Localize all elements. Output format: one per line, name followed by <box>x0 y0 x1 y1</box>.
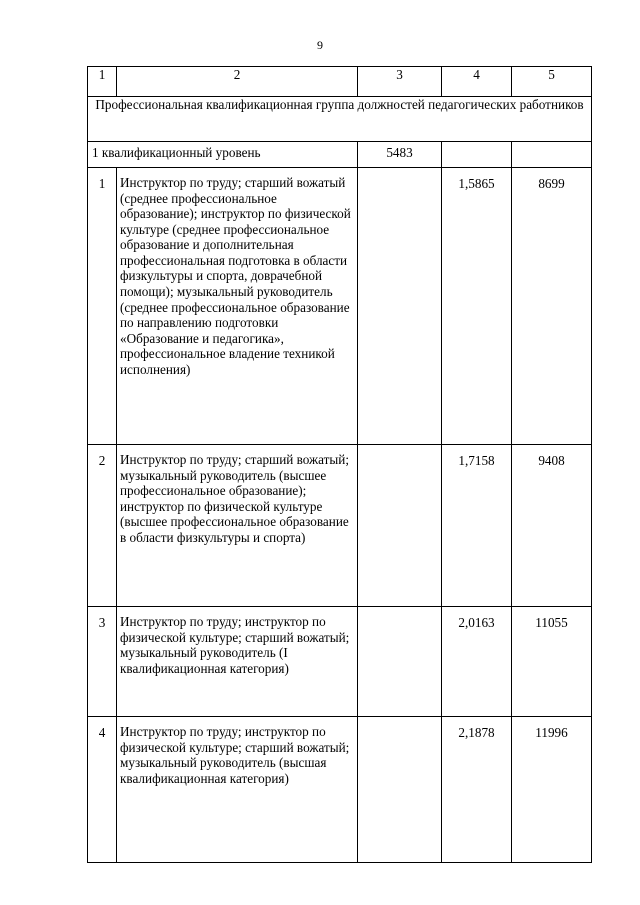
header-cell-2: 2 <box>117 67 358 97</box>
level-empty-cell-4 <box>442 142 512 168</box>
row-description: Инструктор по труду; инструктор по физической культуре; старший вожатый; музыкальный руководитель (высшая квалификационная категория) <box>117 717 358 863</box>
row-description: Инструктор по труду; старший вожатый; музыкальный руководитель (высшее профессиональное образование); инструктор по физической культуре (высшее профессиональное образование в области физкультуры и спорта) <box>117 445 358 607</box>
page-number: 9 <box>317 38 323 52</box>
row-description: Инструктор по труду; старший вожатый (среднее профессиональное образование); инструктор по физической культуре (среднее профессиональное образование и дополнительная профессиональная подготовка в области физкультуры и спорта, доврачебной помощи); музыкальный руководитель (среднее профессиональное образование по направлению подготовки «Образование и педагогика», профессиональное владение техникой исполнения) <box>117 168 358 445</box>
level-base-salary: 5483 <box>358 142 442 168</box>
row-salary: 8699 <box>512 168 592 445</box>
row-number: 4 <box>88 717 117 863</box>
header-cell-3: 3 <box>358 67 442 97</box>
row-number: 3 <box>88 607 117 717</box>
table-row <box>88 445 592 607</box>
header-cell-1: 1 <box>88 67 117 97</box>
row-number: 1 <box>88 168 117 445</box>
table-row <box>88 717 592 863</box>
group-title-row <box>88 97 592 142</box>
header-cell-4: 4 <box>442 67 512 97</box>
row-coefficient: 2,1878 <box>442 717 512 863</box>
row-empty-cell <box>358 607 442 717</box>
header-cell-5: 5 <box>512 67 592 97</box>
row-empty-cell <box>358 717 442 863</box>
row-description: Инструктор по труду; инструктор по физической культуре; старший вожатый; музыкальный руководитель (I квалификационная категория) <box>117 607 358 717</box>
row-coefficient: 1,5865 <box>442 168 512 445</box>
row-empty-cell <box>358 168 442 445</box>
row-salary: 11055 <box>512 607 592 717</box>
salary-table <box>87 66 592 863</box>
group-title: Профессиональная квалификационная группа должностей педагогических работников <box>88 97 592 142</box>
row-empty-cell <box>358 445 442 607</box>
level-label: 1 квалификационный уровень <box>88 142 358 168</box>
row-salary: 9408 <box>512 445 592 607</box>
row-coefficient: 1,7158 <box>442 445 512 607</box>
table-row <box>88 168 592 445</box>
header-row <box>88 67 592 97</box>
row-salary: 11996 <box>512 717 592 863</box>
level-row <box>88 142 592 168</box>
row-coefficient: 2,0163 <box>442 607 512 717</box>
table-row <box>88 607 592 717</box>
row-number: 2 <box>88 445 117 607</box>
level-empty-cell-5 <box>512 142 592 168</box>
